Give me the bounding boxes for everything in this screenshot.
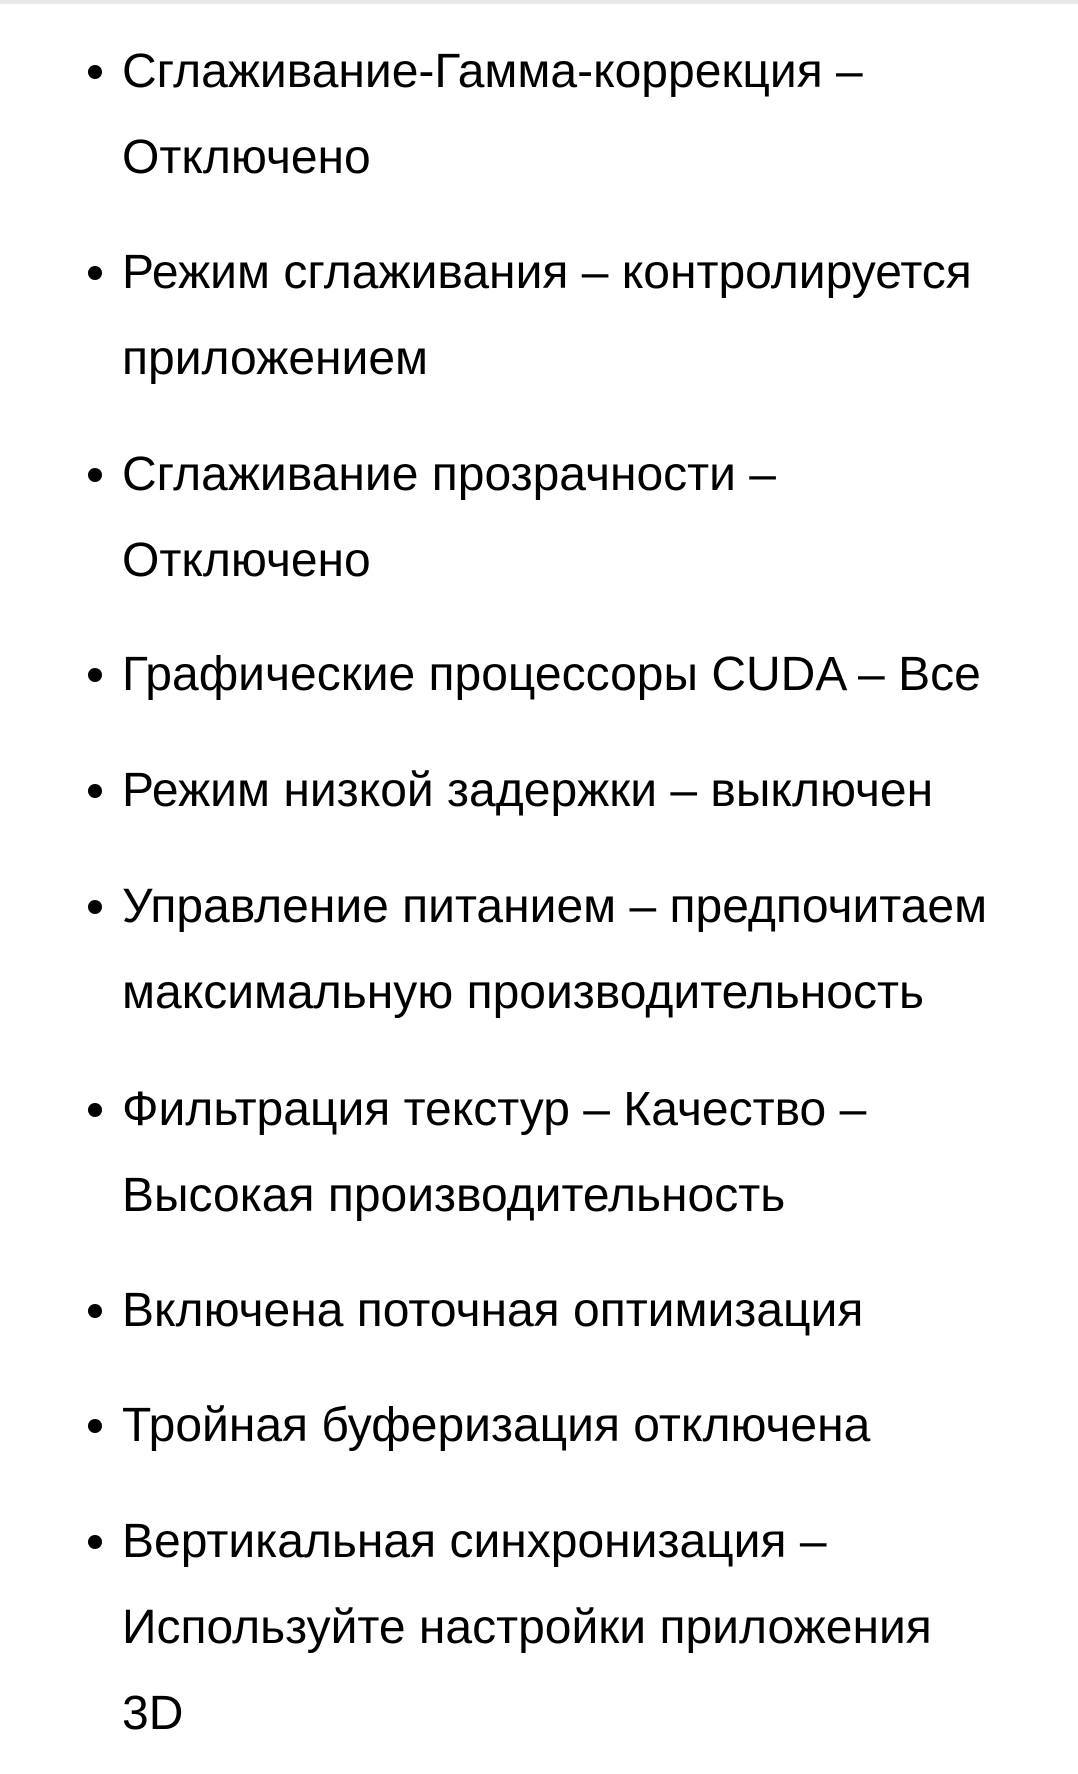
list-item-text: Режим низкой задержки – выключен: [122, 764, 934, 817]
bullet-icon: [88, 468, 102, 482]
bullet-icon: [88, 900, 102, 914]
bullet-icon: [88, 1103, 102, 1117]
list-item-text: Управление питанием – предпочитаем максимальную производительность: [122, 880, 988, 1019]
list-item-text: Графические процессоры CUDA – Все: [122, 648, 981, 701]
bullet-icon: [88, 1535, 102, 1549]
bullet-icon: [88, 1419, 102, 1433]
list-item-text: Включена поточная оптимизация: [122, 1284, 864, 1337]
bullet-icon: [88, 65, 102, 79]
list-item-text: Фильтрация текстур – Качество – Высокая производительность: [122, 1083, 867, 1222]
bullet-icon: [88, 266, 102, 280]
bullet-icon: [88, 784, 102, 798]
list-item-text: Сглаживание-Гамма-коррекция – Отключено: [122, 45, 863, 184]
bullet-icon: [88, 668, 102, 682]
list-item-text: Тройная буферизация отключена: [122, 1399, 871, 1452]
list-item-text: Режим сглаживания – контролируется приложением: [122, 246, 972, 385]
top-divider: [0, 0, 1078, 4]
list-item-text: Сглаживание прозрачности – Отключено: [122, 448, 776, 587]
list-item-text: Вертикальная синхронизация – Используйте настройки приложения 3D: [122, 1515, 932, 1740]
bullet-icon: [88, 1304, 102, 1318]
